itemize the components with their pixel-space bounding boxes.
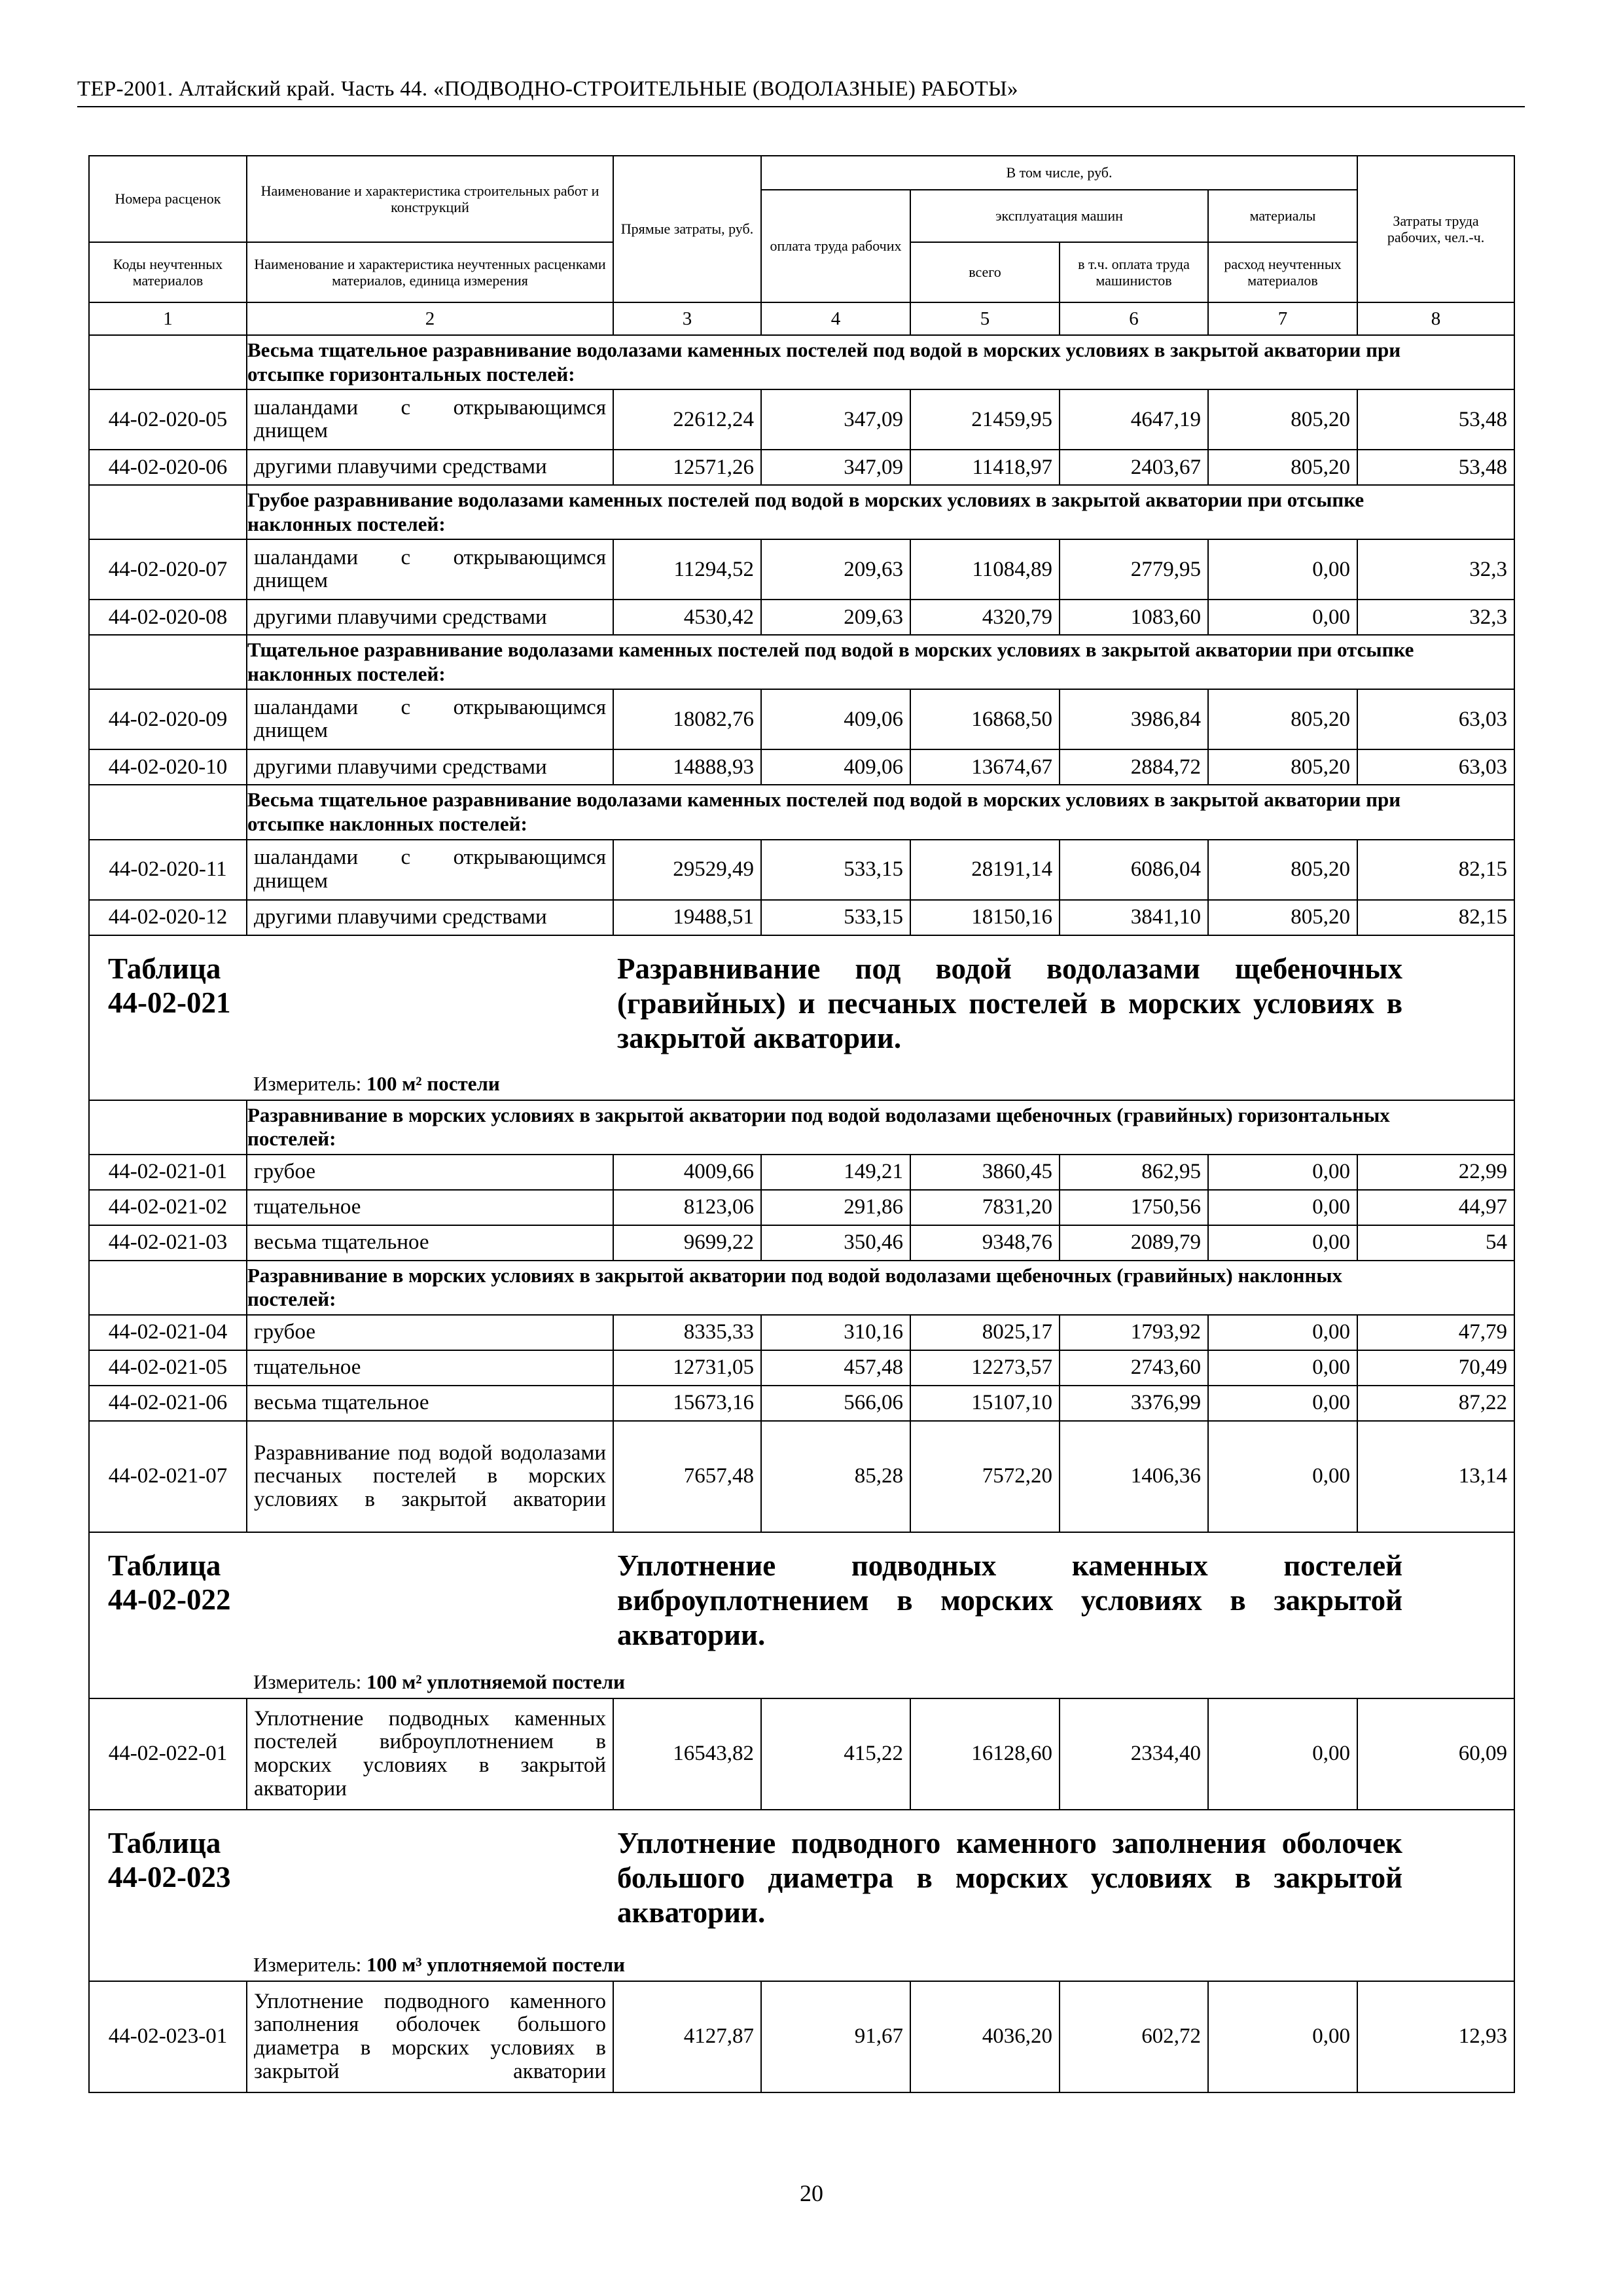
value-direct: 22612,24 [613, 389, 761, 450]
measure-unit [253, 1946, 625, 1977]
value-operators: 3841,10 [1060, 900, 1208, 935]
rate-code: 44-02-022-01 [89, 1698, 247, 1810]
value-labor: 457,48 [761, 1350, 910, 1386]
rate-name: Разравнивание под водой водолазами песчаных постелей в морских условиях в закрытой акватории [247, 1421, 613, 1532]
rate-name: грубое [247, 1315, 613, 1350]
value-hours: 44,97 [1357, 1190, 1514, 1225]
rate-code: 44-02-023-01 [89, 1981, 247, 2092]
header-machines-total: всего [910, 242, 1060, 302]
value-hours: 53,48 [1357, 450, 1514, 485]
col-number: 4 [761, 302, 910, 335]
col-number: 7 [1208, 302, 1357, 335]
table-row [89, 900, 1514, 935]
value-hours: 22,99 [1357, 1155, 1514, 1190]
table-row [89, 450, 1514, 485]
value-materials: 805,20 [1208, 840, 1357, 900]
section-heading-row [89, 1261, 1514, 1315]
col-number: 6 [1060, 302, 1208, 335]
value-operators: 3376,99 [1060, 1386, 1208, 1421]
value-direct: 19488,51 [613, 900, 761, 935]
table-row [89, 689, 1514, 749]
rate-name: шаландами с открывающимся днищем [247, 539, 613, 600]
value-machines: 7572,20 [910, 1421, 1060, 1532]
table-row [89, 539, 1514, 600]
value-direct: 16543,82 [613, 1698, 761, 1810]
value-labor: 209,63 [761, 600, 910, 635]
table-title-row [89, 1532, 1514, 1698]
rate-name: другими плавучими средствами [247, 900, 613, 935]
value-hours: 32,3 [1357, 600, 1514, 635]
page-number: 20 [800, 2180, 823, 2206]
value-machines: 4320,79 [910, 600, 1060, 635]
value-materials: 0,00 [1208, 1225, 1357, 1261]
value-labor: 566,06 [761, 1386, 910, 1421]
value-labor: 91,67 [761, 1981, 910, 2092]
value-materials: 0,00 [1208, 1350, 1357, 1386]
value-machines: 21459,95 [910, 389, 1060, 450]
value-direct: 4530,42 [613, 600, 761, 635]
value-direct: 18082,76 [613, 689, 761, 749]
section-heading-row [89, 785, 1514, 839]
value-labor: 291,86 [761, 1190, 910, 1225]
rate-name: шаландами с открывающимся днищем [247, 689, 613, 749]
value-materials: 805,20 [1208, 689, 1357, 749]
value-direct: 15673,16 [613, 1386, 761, 1421]
section-heading-spacer [89, 485, 247, 539]
rate-code: 44-02-020-09 [89, 689, 247, 749]
value-operators: 602,72 [1060, 1981, 1208, 2092]
table-title-block [247, 1532, 1514, 1698]
value-hours: 63,03 [1357, 689, 1514, 749]
value-materials: 805,20 [1208, 450, 1357, 485]
section-heading: Разравнивание в морских условиях в закрытой акватории под водой водолазами щебеночных (гравийных) горизонтальных постелей: [247, 1100, 1514, 1155]
value-labor: 209,63 [761, 539, 910, 600]
header-rule [77, 106, 1525, 107]
value-labor: 310,16 [761, 1315, 910, 1350]
value-hours: 70,49 [1357, 1350, 1514, 1386]
table-title: Уплотнение подводных каменных постелей виброуплотнением в морских условиях в закрытой акватории. [617, 1549, 1402, 1652]
value-machines: 13674,67 [910, 749, 1060, 785]
rate-code: 44-02-020-10 [89, 749, 247, 785]
header-including: В том числе, руб. [761, 156, 1357, 190]
value-machines: 18150,16 [910, 900, 1060, 935]
value-direct: 12731,05 [613, 1350, 761, 1386]
measure-unit [253, 1664, 625, 1694]
value-labor: 533,15 [761, 840, 910, 900]
value-direct: 14888,93 [613, 749, 761, 785]
rate-name: тщательное [247, 1190, 613, 1225]
value-operators: 2743,60 [1060, 1350, 1208, 1386]
rate-code: 44-02-021-07 [89, 1421, 247, 1532]
running-head: ТЕР-2001. Алтайский край. Часть 44. «ПОДВОДНО-СТРОИТЕЛЬНЫЕ (ВОДОЛАЗНЫЕ) РАБОТЫ» [77, 77, 1018, 101]
value-hours: 12,93 [1357, 1981, 1514, 2092]
value-hours: 60,09 [1357, 1698, 1514, 1810]
table-row [89, 389, 1514, 450]
section-heading-spacer [89, 635, 247, 689]
value-operators: 1083,60 [1060, 600, 1208, 635]
value-operators: 1793,92 [1060, 1315, 1208, 1350]
rate-name: весьма тщательное [247, 1386, 613, 1421]
value-direct: 4127,87 [613, 1981, 761, 2092]
rate-code: 44-02-021-04 [89, 1315, 247, 1350]
value-hours: 54 [1357, 1225, 1514, 1261]
value-operators: 1406,36 [1060, 1421, 1208, 1532]
table-number: Таблица 44-02-023 [89, 1810, 247, 1981]
value-direct: 29529,49 [613, 840, 761, 900]
value-machines: 9348,76 [910, 1225, 1060, 1261]
rate-code: 44-02-020-12 [89, 900, 247, 935]
value-labor: 85,28 [761, 1421, 910, 1532]
value-hours: 82,15 [1357, 900, 1514, 935]
value-materials: 0,00 [1208, 600, 1357, 635]
value-hours: 82,15 [1357, 840, 1514, 900]
value-operators: 2334,40 [1060, 1698, 1208, 1810]
value-operators: 6086,04 [1060, 840, 1208, 900]
rate-name: другими плавучими средствами [247, 450, 613, 485]
table-number: Таблица 44-02-022 [89, 1532, 247, 1698]
header-operators-pay: в т.ч. оплата труда машинистов [1060, 242, 1208, 302]
rate-code: 44-02-021-01 [89, 1155, 247, 1190]
col-number: 8 [1357, 302, 1514, 335]
value-hours: 13,14 [1357, 1421, 1514, 1532]
rate-code: 44-02-020-11 [89, 840, 247, 900]
value-machines: 12273,57 [910, 1350, 1060, 1386]
rate-code: 44-02-020-08 [89, 600, 247, 635]
measure-value: 100 м² уплотняемой постели [366, 1670, 625, 1693]
table-row [89, 1155, 1514, 1190]
value-machines: 16868,50 [910, 689, 1060, 749]
col-number: 2 [247, 302, 613, 335]
header-labor-costs: Затраты труда рабочих, чел.-ч. [1357, 156, 1514, 302]
header-machine-ops: эксплуатация машин [910, 190, 1208, 242]
value-materials: 0,00 [1208, 539, 1357, 600]
rate-name: другими плавучими средствами [247, 749, 613, 785]
section-heading-row [89, 335, 1514, 389]
value-machines: 3860,45 [910, 1155, 1060, 1190]
header-materials: материалы [1208, 190, 1357, 242]
value-operators: 2089,79 [1060, 1225, 1208, 1261]
value-operators: 2779,95 [1060, 539, 1208, 600]
rate-code: 44-02-021-03 [89, 1225, 247, 1261]
header-labor-pay: оплата труда рабочих [761, 190, 910, 302]
value-hours: 47,79 [1357, 1315, 1514, 1350]
value-direct: 8335,33 [613, 1315, 761, 1350]
table-number: Таблица 44-02-021 [89, 935, 247, 1100]
section-heading-row [89, 635, 1514, 689]
table-title-block [247, 1810, 1514, 1981]
table-row [89, 1350, 1514, 1386]
section-heading: Весьма тщательное разравнивание водолазами каменных постелей под водой в морских условиях в закрытой акватории при отсыпке наклонных постелей: [247, 785, 1514, 839]
value-materials: 0,00 [1208, 1981, 1357, 2092]
value-materials: 0,00 [1208, 1421, 1357, 1532]
table-row [89, 1315, 1514, 1350]
table-row [89, 1421, 1514, 1532]
rate-name: весьма тщательное [247, 1225, 613, 1261]
measure-value: 100 м³ уплотняемой постели [366, 1952, 625, 1976]
value-machines: 4036,20 [910, 1981, 1060, 2092]
value-hours: 32,3 [1357, 539, 1514, 600]
value-operators: 862,95 [1060, 1155, 1208, 1190]
col-number: 1 [89, 302, 247, 335]
value-labor: 415,22 [761, 1698, 910, 1810]
value-materials: 0,00 [1208, 1386, 1357, 1421]
value-machines: 16128,60 [910, 1698, 1060, 1810]
rate-name: Уплотнение подводных каменных постелей виброуплотнением в морских условиях в закрытой акватории [247, 1698, 613, 1810]
rate-name: грубое [247, 1155, 613, 1190]
col-number: 3 [613, 302, 761, 335]
value-operators: 4647,19 [1060, 389, 1208, 450]
rate-name: Уплотнение подводного каменного заполнения оболочек большого диаметра в морских условиях в закрытой акватории [247, 1981, 613, 2092]
value-operators: 3986,84 [1060, 689, 1208, 749]
value-materials: 0,00 [1208, 1315, 1357, 1350]
table-row [89, 1981, 1514, 2092]
col-number: 5 [910, 302, 1060, 335]
table-row [89, 1225, 1514, 1261]
value-machines: 11418,97 [910, 450, 1060, 485]
table-row [89, 749, 1514, 785]
value-labor: 149,21 [761, 1155, 910, 1190]
value-labor: 409,06 [761, 689, 910, 749]
value-materials: 0,00 [1208, 1155, 1357, 1190]
value-machines: 8025,17 [910, 1315, 1060, 1350]
section-heading: Тщательное разравнивание водолазами каменных постелей под водой в морских условиях в закрытой акватории при отсыпке наклонных постелей: [247, 635, 1514, 689]
measure-value: 100 м² постели [366, 1071, 500, 1095]
rate-name: шаландами с открывающимся днищем [247, 389, 613, 450]
value-operators: 2403,67 [1060, 450, 1208, 485]
value-labor: 347,09 [761, 389, 910, 450]
value-machines: 15107,10 [910, 1386, 1060, 1421]
table-title: Уплотнение подводного каменного заполнения оболочек большого диаметра в морских условиях в закрытой акватории. [617, 1826, 1402, 1929]
value-direct: 4009,66 [613, 1155, 761, 1190]
header-name: Наименование и характеристика строительных работ и конструкций [247, 156, 613, 242]
header-codes: Номера расценок [89, 156, 247, 242]
value-machines: 7831,20 [910, 1190, 1060, 1225]
table-title: Разравнивание под водой водолазами щебеночных (гравийных) и песчаных постелей в морских условиях в закрытой акватории. [617, 952, 1402, 1054]
header-unaccounted-materials: расход неучтенных материалов [1208, 242, 1357, 302]
measure-label: Измеритель: [253, 1071, 362, 1095]
section-heading-row [89, 485, 1514, 539]
measure-unit [253, 1066, 500, 1096]
rate-name: шаландами с открывающимся днищем [247, 840, 613, 900]
rate-code: 44-02-020-05 [89, 389, 247, 450]
header-unaccounted-name: Наименование и характеристика неучтенных расценками материалов, единица измерения [247, 242, 613, 302]
measure-label: Измеритель: [253, 1670, 362, 1693]
table-title-row [89, 1810, 1514, 1981]
value-hours: 53,48 [1357, 389, 1514, 450]
value-direct: 7657,48 [613, 1421, 761, 1532]
value-direct: 12571,26 [613, 450, 761, 485]
value-operators: 1750,56 [1060, 1190, 1208, 1225]
table-row [89, 1190, 1514, 1225]
table-title-row [89, 935, 1514, 1100]
section-heading: Весьма тщательное разравнивание водолазами каменных постелей под водой в морских условиях в закрытой акватории при отсыпке горизонтальных постелей: [247, 335, 1514, 389]
value-machines: 11084,89 [910, 539, 1060, 600]
section-heading-spacer [89, 1100, 247, 1155]
value-labor: 347,09 [761, 450, 910, 485]
section-heading-spacer [89, 335, 247, 389]
table-row [89, 1698, 1514, 1810]
section-heading-spacer [89, 785, 247, 839]
rate-code: 44-02-020-06 [89, 450, 247, 485]
value-materials: 0,00 [1208, 1698, 1357, 1810]
rates-table [88, 155, 1515, 2093]
value-materials: 805,20 [1208, 900, 1357, 935]
header-unaccounted-codes: Коды неучтенных материалов [89, 242, 247, 302]
value-materials: 0,00 [1208, 1190, 1357, 1225]
section-heading: Грубое разравнивание водолазами каменных постелей под водой в морских условиях в закрытой акватории при отсыпке наклонных постелей: [247, 485, 1514, 539]
rate-code: 44-02-020-07 [89, 539, 247, 600]
value-labor: 409,06 [761, 749, 910, 785]
value-direct: 9699,22 [613, 1225, 761, 1261]
value-direct: 8123,06 [613, 1190, 761, 1225]
table-row [89, 1386, 1514, 1421]
section-heading: Разравнивание в морских условиях в закрытой акватории под водой водолазами щебеночных (гравийных) наклонных постелей: [247, 1261, 1514, 1315]
rate-name: тщательное [247, 1350, 613, 1386]
value-labor: 350,46 [761, 1225, 910, 1261]
rate-code: 44-02-021-05 [89, 1350, 247, 1386]
header-direct-costs: Прямые затраты, руб. [613, 156, 761, 302]
value-operators: 2884,72 [1060, 749, 1208, 785]
rate-code: 44-02-021-06 [89, 1386, 247, 1421]
section-heading-spacer [89, 1261, 247, 1315]
section-heading-row [89, 1100, 1514, 1155]
value-materials: 805,20 [1208, 389, 1357, 450]
table-title-block [247, 935, 1514, 1100]
table-row [89, 840, 1514, 900]
value-hours: 63,03 [1357, 749, 1514, 785]
table-row [89, 600, 1514, 635]
value-machines: 28191,14 [910, 840, 1060, 900]
measure-label: Измеритель: [253, 1952, 362, 1976]
column-numbers-row [89, 302, 1514, 335]
value-materials: 805,20 [1208, 749, 1357, 785]
rate-code: 44-02-021-02 [89, 1190, 247, 1225]
value-hours: 87,22 [1357, 1386, 1514, 1421]
value-labor: 533,15 [761, 900, 910, 935]
value-direct: 11294,52 [613, 539, 761, 600]
rate-name: другими плавучими средствами [247, 600, 613, 635]
